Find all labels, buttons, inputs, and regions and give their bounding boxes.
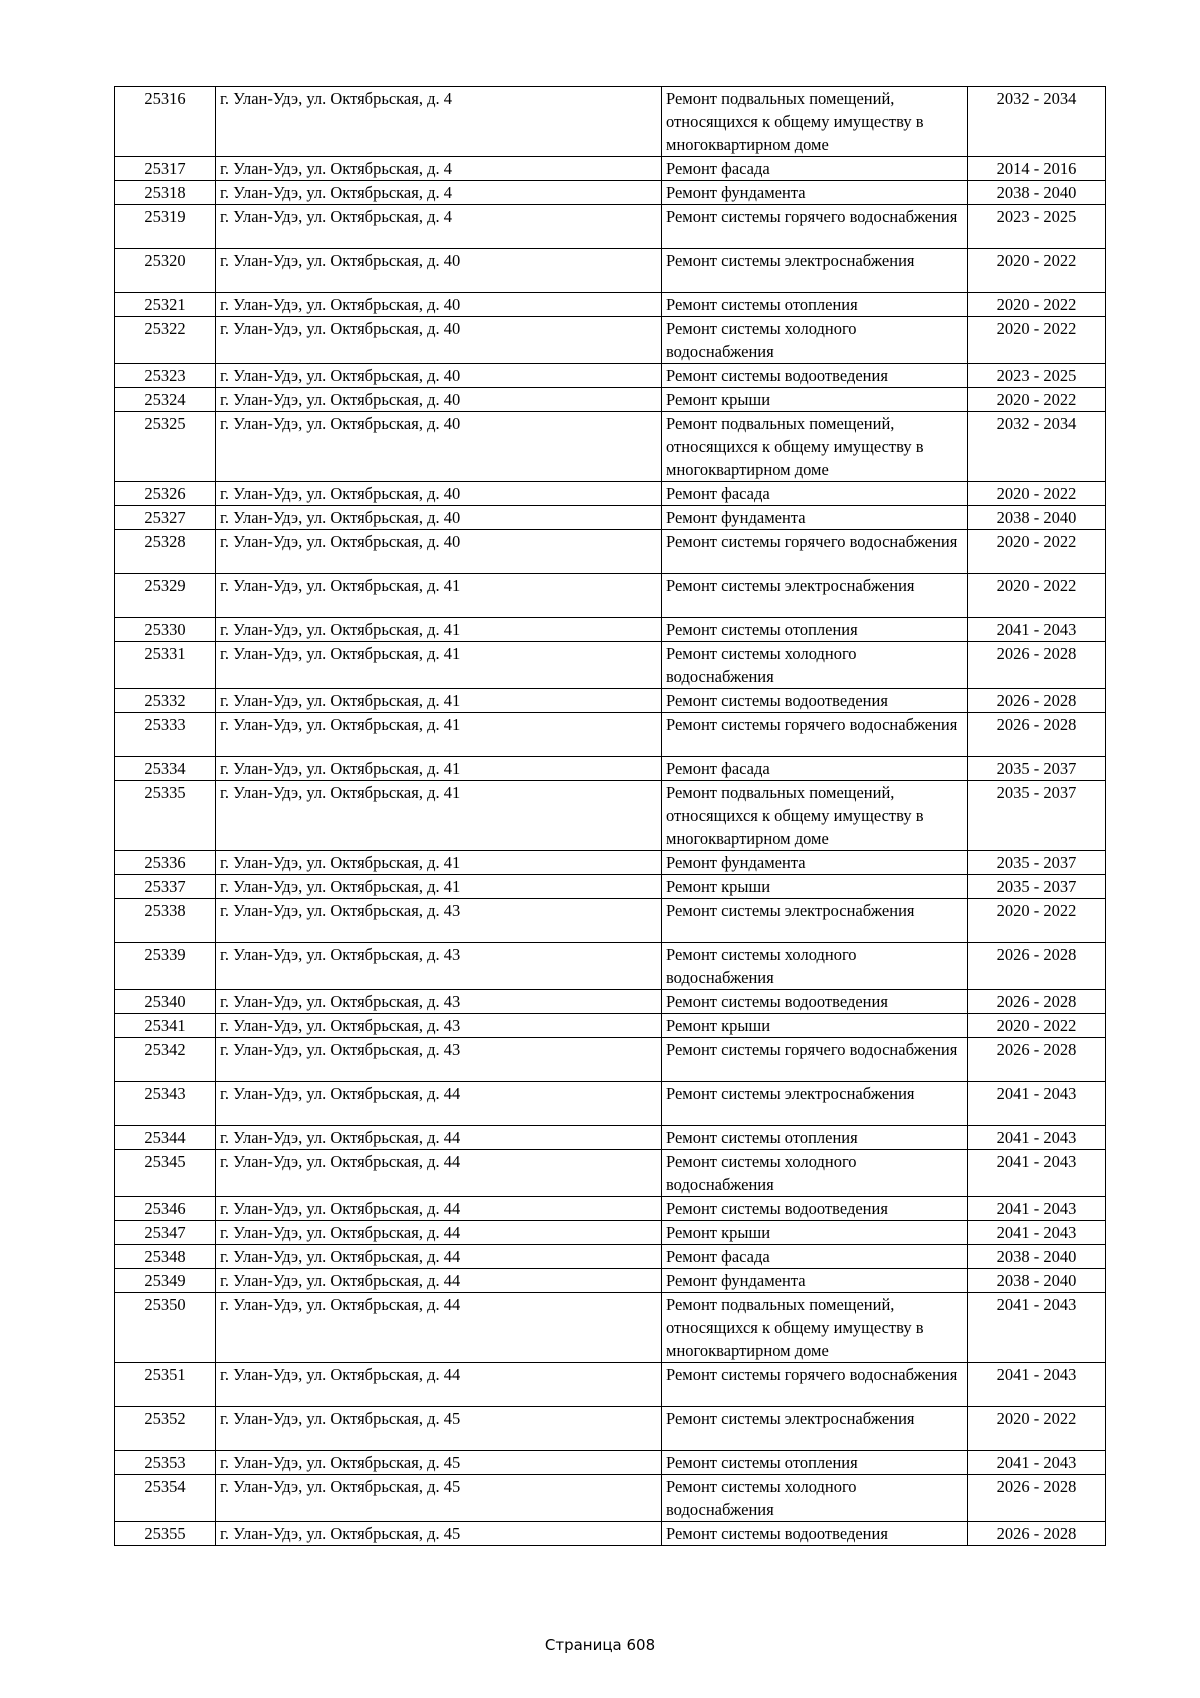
work-type-cell: Ремонт системы горячего водоснабжения [662,1038,968,1082]
work-type-cell: Ремонт системы отопления [662,1126,968,1150]
address-cell: г. Улан-Удэ, ул. Октябрьская, д. 41 [216,642,662,689]
row-number-cell: 25328 [115,530,216,574]
period-cell: 2014 - 2016 [968,157,1106,181]
work-type-cell: Ремонт системы отопления [662,618,968,642]
address-cell: г. Улан-Удэ, ул. Октябрьская, д. 41 [216,618,662,642]
period-cell: 2026 - 2028 [968,1038,1106,1082]
period-cell: 2026 - 2028 [968,1522,1106,1546]
row-number-cell: 25318 [115,181,216,205]
row-number-cell: 25344 [115,1126,216,1150]
period-cell: 2041 - 2043 [968,1221,1106,1245]
period-cell: 2020 - 2022 [968,574,1106,618]
work-type-cell: Ремонт подвальных помещений, относящихся к общему имуществу в многоквартирном доме [662,87,968,157]
row-number-cell: 25343 [115,1082,216,1126]
period-cell: 2041 - 2043 [968,1451,1106,1475]
row-number-cell: 25326 [115,482,216,506]
table-row [115,990,1106,1014]
work-type-cell: Ремонт фасада [662,157,968,181]
table-row [115,757,1106,781]
table-row [115,1363,1106,1407]
address-cell: г. Улан-Удэ, ул. Октябрьская, д. 43 [216,899,662,943]
period-cell: 2020 - 2022 [968,530,1106,574]
table-row [115,1407,1106,1451]
period-cell: 2020 - 2022 [968,482,1106,506]
period-cell: 2041 - 2043 [968,1363,1106,1407]
row-number-cell: 25330 [115,618,216,642]
address-cell: г. Улан-Удэ, ул. Октябрьская, д. 45 [216,1451,662,1475]
address-cell: г. Улан-Удэ, ул. Октябрьская, д. 40 [216,412,662,482]
period-cell: 2032 - 2034 [968,87,1106,157]
table-row [115,364,1106,388]
address-cell: г. Улан-Удэ, ул. Октябрьская, д. 40 [216,530,662,574]
address-cell: г. Улан-Удэ, ул. Октябрьская, д. 44 [216,1082,662,1126]
table-row [115,1269,1106,1293]
address-cell: г. Улан-Удэ, ул. Октябрьская, д. 40 [216,482,662,506]
work-type-cell: Ремонт системы холодного водоснабжения [662,943,968,990]
work-type-cell: Ремонт системы горячего водоснабжения [662,205,968,249]
table-row [115,317,1106,364]
period-cell: 2035 - 2037 [968,851,1106,875]
work-type-cell: Ремонт системы электроснабжения [662,574,968,618]
address-cell: г. Улан-Удэ, ул. Октябрьская, д. 4 [216,181,662,205]
table-row [115,1475,1106,1522]
row-number-cell: 25329 [115,574,216,618]
table-row [115,506,1106,530]
work-type-cell: Ремонт крыши [662,1221,968,1245]
period-cell: 2035 - 2037 [968,757,1106,781]
row-number-cell: 25345 [115,1150,216,1197]
work-type-cell: Ремонт фасада [662,757,968,781]
address-cell: г. Улан-Удэ, ул. Октябрьская, д. 41 [216,713,662,757]
table-row [115,181,1106,205]
table-row [115,1293,1106,1363]
period-cell: 2035 - 2037 [968,875,1106,899]
row-number-cell: 25350 [115,1293,216,1363]
address-cell: г. Улан-Удэ, ул. Октябрьская, д. 44 [216,1245,662,1269]
address-cell: г. Улан-Удэ, ул. Октябрьская, д. 44 [216,1221,662,1245]
table-row [115,574,1106,618]
period-cell: 2026 - 2028 [968,943,1106,990]
address-cell: г. Улан-Удэ, ул. Октябрьская, д. 4 [216,87,662,157]
address-cell: г. Улан-Удэ, ул. Октябрьская, д. 43 [216,990,662,1014]
work-type-cell: Ремонт системы отопления [662,293,968,317]
period-cell: 2020 - 2022 [968,249,1106,293]
work-type-cell: Ремонт системы электроснабжения [662,1407,968,1451]
row-number-cell: 25335 [115,781,216,851]
row-number-cell: 25348 [115,1245,216,1269]
work-type-cell: Ремонт системы водоотведения [662,990,968,1014]
period-cell: 2020 - 2022 [968,388,1106,412]
work-type-cell: Ремонт фундамента [662,181,968,205]
address-cell: г. Улан-Удэ, ул. Октябрьская, д. 41 [216,757,662,781]
page-number: Страница 608 [544,1636,656,1654]
address-cell: г. Улан-Удэ, ул. Октябрьская, д. 44 [216,1269,662,1293]
period-cell: 2041 - 2043 [968,618,1106,642]
row-number-cell: 25340 [115,990,216,1014]
work-type-cell: Ремонт фундамента [662,851,968,875]
period-cell: 2023 - 2025 [968,364,1106,388]
period-cell: 2026 - 2028 [968,990,1106,1014]
table-row [115,1082,1106,1126]
table-row [115,642,1106,689]
address-cell: г. Улан-Удэ, ул. Октябрьская, д. 44 [216,1363,662,1407]
work-type-cell: Ремонт подвальных помещений, относящихся к общему имуществу в многоквартирном доме [662,412,968,482]
work-type-cell: Ремонт фасада [662,482,968,506]
table-row [115,781,1106,851]
row-number-cell: 25353 [115,1451,216,1475]
work-type-cell: Ремонт системы холодного водоснабжения [662,1475,968,1522]
period-cell: 2038 - 2040 [968,181,1106,205]
work-type-cell: Ремонт системы электроснабжения [662,249,968,293]
work-type-cell: Ремонт системы холодного водоснабжения [662,317,968,364]
work-type-cell: Ремонт системы горячего водоснабжения [662,713,968,757]
work-type-cell: Ремонт крыши [662,388,968,412]
address-cell: г. Улан-Удэ, ул. Октябрьская, д. 45 [216,1475,662,1522]
row-number-cell: 25355 [115,1522,216,1546]
table-row [115,249,1106,293]
table-row [115,87,1106,157]
period-cell: 2038 - 2040 [968,1245,1106,1269]
row-number-cell: 25319 [115,205,216,249]
table-row [115,689,1106,713]
period-cell: 2026 - 2028 [968,713,1106,757]
address-cell: г. Улан-Удэ, ул. Октябрьская, д. 44 [216,1126,662,1150]
period-cell: 2020 - 2022 [968,317,1106,364]
period-cell: 2038 - 2040 [968,1269,1106,1293]
work-type-cell: Ремонт фундамента [662,1269,968,1293]
work-type-cell: Ремонт системы холодного водоснабжения [662,642,968,689]
table-row [115,530,1106,574]
row-number-cell: 25342 [115,1038,216,1082]
table-row [115,1221,1106,1245]
row-number-cell: 25320 [115,249,216,293]
table-row [115,851,1106,875]
table-row [115,713,1106,757]
row-number-cell: 25341 [115,1014,216,1038]
row-number-cell: 25325 [115,412,216,482]
table-row [115,482,1106,506]
table-row [115,388,1106,412]
row-number-cell: 25334 [115,757,216,781]
row-number-cell: 25354 [115,1475,216,1522]
address-cell: г. Улан-Удэ, ул. Октябрьская, д. 41 [216,574,662,618]
row-number-cell: 25321 [115,293,216,317]
row-number-cell: 25323 [115,364,216,388]
address-cell: г. Улан-Удэ, ул. Октябрьская, д. 40 [216,249,662,293]
address-cell: г. Улан-Удэ, ул. Октябрьская, д. 45 [216,1407,662,1451]
address-cell: г. Улан-Удэ, ул. Октябрьская, д. 40 [216,317,662,364]
address-cell: г. Улан-Удэ, ул. Октябрьская, д. 40 [216,364,662,388]
table-row [115,875,1106,899]
work-type-cell: Ремонт системы водоотведения [662,1197,968,1221]
address-cell: г. Улан-Удэ, ул. Октябрьская, д. 4 [216,157,662,181]
address-cell: г. Улан-Удэ, ул. Октябрьская, д. 4 [216,205,662,249]
period-cell: 2020 - 2022 [968,1407,1106,1451]
row-number-cell: 25332 [115,689,216,713]
address-cell: г. Улан-Удэ, ул. Октябрьская, д. 45 [216,1522,662,1546]
table-row [115,1245,1106,1269]
period-cell: 2020 - 2022 [968,1014,1106,1038]
table-body [115,87,1106,1546]
table-row [115,293,1106,317]
row-number-cell: 25351 [115,1363,216,1407]
row-number-cell: 25339 [115,943,216,990]
work-type-cell: Ремонт системы водоотведения [662,1522,968,1546]
address-cell: г. Улан-Удэ, ул. Октябрьская, д. 44 [216,1150,662,1197]
row-number-cell: 25347 [115,1221,216,1245]
address-cell: г. Улан-Удэ, ул. Октябрьская, д. 40 [216,506,662,530]
period-cell: 2026 - 2028 [968,689,1106,713]
row-number-cell: 25317 [115,157,216,181]
period-cell: 2041 - 2043 [968,1082,1106,1126]
address-cell: г. Улан-Удэ, ул. Октябрьская, д. 41 [216,851,662,875]
row-number-cell: 25338 [115,899,216,943]
address-cell: г. Улан-Удэ, ул. Октябрьская, д. 44 [216,1293,662,1363]
address-cell: г. Улан-Удэ, ул. Октябрьская, д. 43 [216,943,662,990]
address-cell: г. Улан-Удэ, ул. Октябрьская, д. 41 [216,689,662,713]
address-cell: г. Улан-Удэ, ул. Октябрьская, д. 41 [216,875,662,899]
address-cell: г. Улан-Удэ, ул. Октябрьская, д. 40 [216,388,662,412]
address-cell: г. Улан-Удэ, ул. Октябрьская, д. 43 [216,1038,662,1082]
table-row [115,412,1106,482]
row-number-cell: 25331 [115,642,216,689]
work-type-cell: Ремонт системы отопления [662,1451,968,1475]
address-cell: г. Улан-Удэ, ул. Октябрьская, д. 41 [216,781,662,851]
period-cell: 2026 - 2028 [968,1475,1106,1522]
address-cell: г. Улан-Удэ, ул. Октябрьская, д. 44 [216,1197,662,1221]
row-number-cell: 25333 [115,713,216,757]
address-cell: г. Улан-Удэ, ул. Октябрьская, д. 43 [216,1014,662,1038]
row-number-cell: 25337 [115,875,216,899]
period-cell: 2041 - 2043 [968,1126,1106,1150]
work-type-cell: Ремонт системы горячего водоснабжения [662,530,968,574]
work-type-cell: Ремонт подвальных помещений, относящихся к общему имуществу в многоквартирном доме [662,781,968,851]
table-row [115,1150,1106,1197]
table-row [115,157,1106,181]
row-number-cell: 25324 [115,388,216,412]
period-cell: 2041 - 2043 [968,1197,1106,1221]
table-row [115,1522,1106,1546]
work-type-cell: Ремонт системы холодного водоснабжения [662,1150,968,1197]
work-type-cell: Ремонт системы горячего водоснабжения [662,1363,968,1407]
table-row [115,943,1106,990]
row-number-cell: 25346 [115,1197,216,1221]
table-row [115,1126,1106,1150]
period-cell: 2023 - 2025 [968,205,1106,249]
work-type-cell: Ремонт фундамента [662,506,968,530]
table-row [115,205,1106,249]
row-number-cell: 25352 [115,1407,216,1451]
table-row [115,1197,1106,1221]
row-number-cell: 25327 [115,506,216,530]
period-cell: 2032 - 2034 [968,412,1106,482]
row-number-cell: 25336 [115,851,216,875]
row-number-cell: 25349 [115,1269,216,1293]
table-row [115,1038,1106,1082]
period-cell: 2035 - 2037 [968,781,1106,851]
work-type-cell: Ремонт подвальных помещений, относящихся к общему имуществу в многоквартирном доме [662,1293,968,1363]
period-cell: 2026 - 2028 [968,642,1106,689]
period-cell: 2020 - 2022 [968,293,1106,317]
row-number-cell: 25322 [115,317,216,364]
work-type-cell: Ремонт системы водоотведения [662,689,968,713]
repair-schedule-table [114,86,1106,1546]
work-type-cell: Ремонт системы электроснабжения [662,899,968,943]
period-cell: 2041 - 2043 [968,1293,1106,1363]
table-row [115,1014,1106,1038]
table-row [115,899,1106,943]
period-cell: 2038 - 2040 [968,506,1106,530]
work-type-cell: Ремонт крыши [662,1014,968,1038]
period-cell: 2020 - 2022 [968,899,1106,943]
period-cell: 2041 - 2043 [968,1150,1106,1197]
table-row [115,618,1106,642]
work-type-cell: Ремонт крыши [662,875,968,899]
work-type-cell: Ремонт фасада [662,1245,968,1269]
row-number-cell: 25316 [115,87,216,157]
address-cell: г. Улан-Удэ, ул. Октябрьская, д. 40 [216,293,662,317]
work-type-cell: Ремонт системы водоотведения [662,364,968,388]
table-row [115,1451,1106,1475]
work-type-cell: Ремонт системы электроснабжения [662,1082,968,1126]
